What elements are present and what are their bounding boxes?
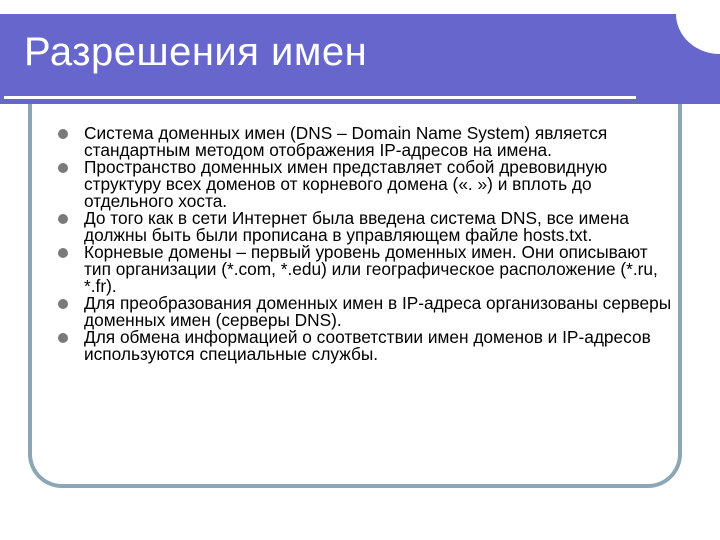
- bullet-text: Пространство доменных имен представляет собой древовидную структуру всех доменов от корневого домена («. ») и вплоть до отдельного хоста.: [84, 157, 608, 211]
- bullet-dot-icon: [58, 214, 68, 224]
- bullet-item: [58, 210, 678, 244]
- bullet-text: Система доменных имен (DNS – Domain Name System) является стандартным методом отображения IP-адресов на имена.: [84, 123, 608, 160]
- bullet-dot-icon: [58, 163, 68, 173]
- bullet-item: [58, 244, 678, 295]
- bullet-list: [58, 125, 678, 363]
- bullet-item: [58, 125, 678, 159]
- bullet-item: [58, 295, 678, 329]
- bullet-item: [58, 159, 678, 210]
- title-underline: [4, 96, 636, 99]
- bullet-text: Корневые домены – первый уровень доменных имен. Они описывают тип организации (*.com, *.edu) или географическое расположение (*.ru, *.fr).: [84, 242, 658, 296]
- bullet-text: Для преобразования доменных имен в IP-адреса организованы серверы доменных имен (серверы DNS).: [84, 293, 672, 330]
- bullet-dot-icon: [58, 248, 68, 258]
- slide-title: Разрешения имен: [24, 30, 368, 74]
- bullet-text: Для обмена информацией о соответствии имен доменов и IP-адресов используются специальные службы.: [84, 327, 651, 364]
- bullet-item: [58, 329, 678, 363]
- bullet-dot-icon: [58, 129, 68, 139]
- bullet-dot-icon: [58, 333, 68, 343]
- bullet-dot-icon: [58, 299, 68, 309]
- bullet-text: До того как в сети Интернет была введена система DNS, все имена должны быть были прописана в управляющем файле hosts.txt.: [84, 208, 629, 245]
